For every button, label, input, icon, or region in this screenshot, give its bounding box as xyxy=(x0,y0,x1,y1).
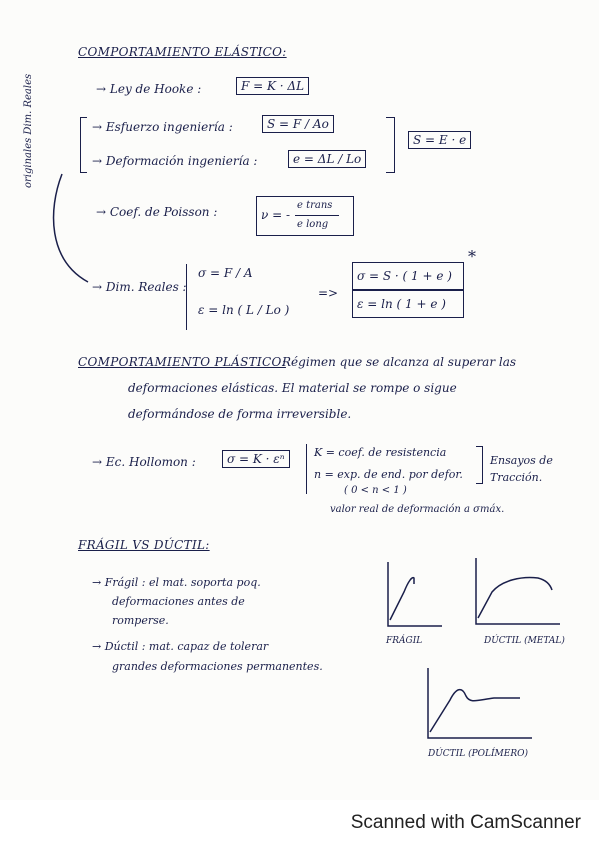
poisson-denominator: e long xyxy=(297,219,329,230)
asterisk-mark: * xyxy=(468,247,476,266)
ductil-def-line2: grandes deformaciones permanentes. xyxy=(112,660,323,673)
poisson-formula-box xyxy=(256,196,354,236)
graph-ductil-polymer xyxy=(424,666,534,742)
ductil-def-line1: → Dúctil : mat. capaz de tolerar xyxy=(92,640,269,653)
graph-ductil-polymer-label: DÚCTIL (POLÍMERO) xyxy=(428,749,529,759)
scanner-watermark: Scanned with CamScanner xyxy=(350,812,581,833)
section-title-fragil-ductil: FRÁGIL VS DÚCTIL: xyxy=(78,538,210,552)
graph-ductil-metal-label: DÚCTIL (METAL) xyxy=(484,636,565,646)
hollomon-formula-box: σ = K · εⁿ xyxy=(222,450,290,468)
plastic-desc-line2: deformaciones elásticas. El material se rompe o sigue xyxy=(128,381,457,395)
poisson-label: → Coef. de Poisson : xyxy=(96,205,218,219)
real-strain: ε = ln ( L / Lo ) xyxy=(198,303,290,317)
n-definition: n = exp. de end. por defor. xyxy=(314,468,463,481)
real-dims-label: → Dim. Reales : xyxy=(92,280,187,294)
plastic-desc-line3: deformándose de forma irreversible. xyxy=(128,407,352,421)
stress-label: → Esfuerzo ingeniería : xyxy=(92,120,233,134)
strain-formula-box: e = ΔL / Lo xyxy=(288,150,366,168)
n-note: valor real de deformación a σmáx. xyxy=(330,504,505,515)
hooke-formula-box: F = K · ΔL xyxy=(236,77,309,95)
stress-formula-box: S = F / Ao xyxy=(262,115,334,133)
n-range: ( 0 < n < 1 ) xyxy=(344,485,407,496)
graph-ductil-metal xyxy=(472,556,562,628)
combined-formula-box: S = E · e xyxy=(408,131,471,149)
right-brace xyxy=(386,117,395,173)
real-stress: σ = F / A xyxy=(198,266,253,280)
section-title-elastic: COMPORTAMIENTO ELÁSTICO: xyxy=(78,45,287,59)
plastic-desc-line1: Régimen que se alcanza al superar las xyxy=(282,355,517,369)
graph-fragil xyxy=(384,560,444,630)
tests-brace xyxy=(476,446,483,484)
poisson-lhs: ν = - xyxy=(261,208,291,222)
poisson-numerator: e trans xyxy=(297,200,333,211)
curved-arrow-to-real-dims xyxy=(48,170,128,330)
scanner-footer xyxy=(0,800,599,848)
converted-stress-box: σ = S · ( 1 + e ) xyxy=(352,262,464,290)
real-dims-divider xyxy=(186,264,187,330)
tests-note: Ensayos de Tracción. xyxy=(490,454,553,484)
conversion-arrow: => xyxy=(318,286,339,300)
hollomon-divider xyxy=(306,444,307,494)
k-definition: K = coef. de resistencia xyxy=(314,446,447,459)
hollomon-label: → Ec. Hollomon : xyxy=(92,455,196,469)
left-brace xyxy=(80,117,87,173)
fraction-bar xyxy=(295,215,339,216)
section-title-plastic: COMPORTAMIENTO PLÁSTICO: xyxy=(78,355,286,369)
fragil-def-line3: romperse. xyxy=(112,614,169,627)
side-label-dimensions: originales Dim. Reales xyxy=(23,73,34,188)
strain-label: → Deformación ingeniería : xyxy=(92,154,258,168)
graph-fragil-label: FRÁGIL xyxy=(386,636,423,646)
converted-strain-box: ε = ln ( 1 + e ) xyxy=(352,290,464,318)
fragil-def-line1: → Frágil : el mat. soporta poq. xyxy=(92,576,261,589)
hooke-label: → Ley de Hooke : xyxy=(96,82,202,96)
fragil-def-line2: deformaciones antes de xyxy=(112,595,245,608)
